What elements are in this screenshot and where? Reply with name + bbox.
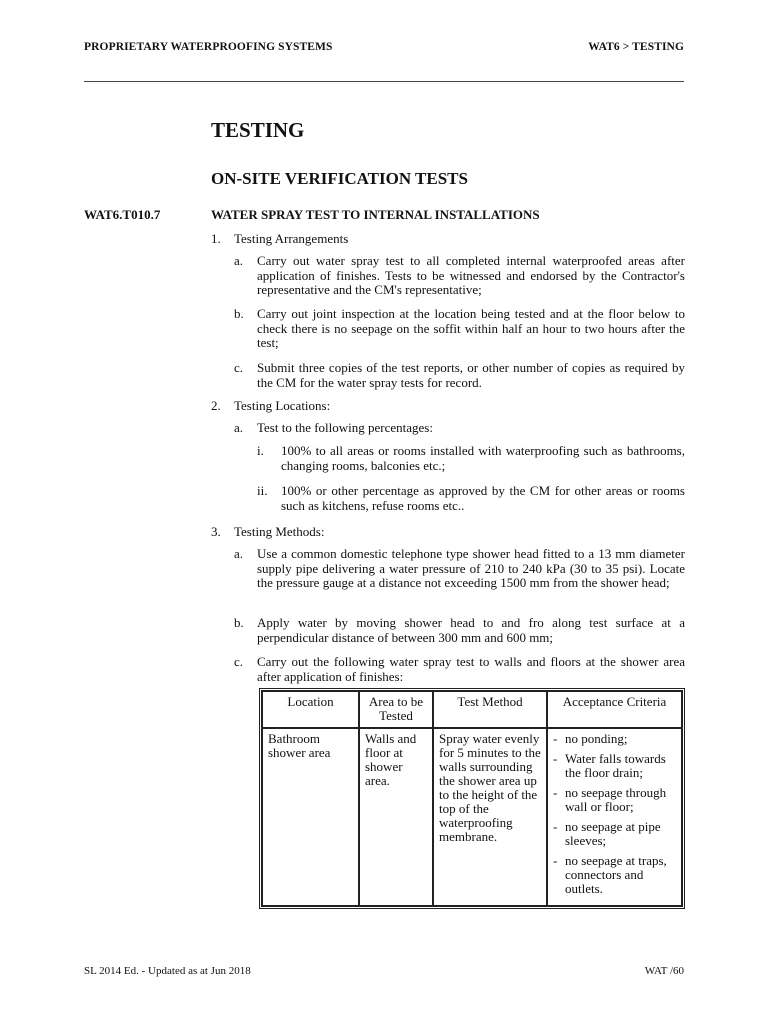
running-header-title: PROPRIETARY WATERPROOFING SYSTEMS [84,41,333,53]
criteria-text: no seepage through wall or floor; [565,785,667,814]
item-letter: a. [234,546,244,561]
list-item [234,655,685,684]
section-title: Testing Methods: [234,524,325,539]
section-1-heading [211,232,348,247]
item-text: Apply water by moving shower head to and fro along test surface at a perpendicular distance of between 300 mm and 600 mm; [257,615,685,645]
acceptance-criteria-cell [547,728,682,906]
area-cell: Walls and floor at shower area. [359,728,433,906]
column-header: Test Method [433,691,547,728]
water-spray-test-table [259,688,685,909]
section-number: 2. [211,398,221,413]
item-letter: c. [234,360,244,375]
column-header: Area to be Tested [359,691,433,728]
item-text: 100% or other percentage as approved by the CM for other areas or rooms such as kitchens, refuse rooms etc.. [281,483,685,513]
item-text: 100% to all areas or rooms installed with waterproofing such as bathrooms, changing rooms, balconies etc.; [281,443,685,473]
location-cell: Bathroom shower area [262,728,359,906]
section-title: Testing Locations: [234,398,331,413]
clause-code: WAT6.T010.7 [84,207,161,222]
item-text: Submit three copies of the test reports, or other number of copies as required by the CM for the water spray tests for record. [257,360,685,390]
criteria-item: - no ponding; [553,731,628,746]
item-numeral: i. [257,443,264,458]
table-header-row [262,691,682,728]
clause-title: WATER SPRAY TEST TO INTERNAL INSTALLATIONS [211,207,540,222]
section-number: 3. [211,524,221,539]
section-3-heading [211,525,324,540]
footer-edition: SL 2014 Ed. - Updated as at Jun 2018 [84,965,251,977]
table-row [262,728,682,906]
criteria-text: no seepage at traps, connectors and outlets. [565,853,667,896]
column-header: Acceptance Criteria [547,691,682,728]
item-letter: b. [234,615,244,630]
item-letter: b. [234,306,244,321]
list-item [234,254,685,298]
header-divider [84,81,684,82]
item-numeral: ii. [257,483,268,498]
criteria-text: no ponding; [565,731,628,746]
list-item [234,547,685,591]
section-title: Testing Arrangements [234,231,349,246]
criteria-item: - no seepage at traps, connectors and outlets. [553,854,676,896]
sub-list-item [257,484,685,513]
list-item [234,361,685,390]
item-text: Test to the following percentages: [257,420,433,435]
section-number: 1. [211,231,221,246]
criteria-text: Water falls towards the floor drain; [565,751,666,780]
item-letter: c. [234,654,244,669]
page-subtitle: ON-SITE VERIFICATION TESTS [211,169,468,188]
page-title: TESTING [211,118,305,142]
test-method-cell: Spray water evenly for 5 minutes to the walls surrounding the shower area up to the height of the top of the waterproofing membrane. [433,728,547,906]
criteria-item: - Water falls towards the floor drain; [553,752,676,780]
item-letter: a. [234,253,244,268]
running-header-section: WAT6 > TESTING [588,41,684,53]
section-2-heading [211,399,330,414]
criteria-item: - no seepage through wall or floor; [553,786,676,814]
item-letter: a. [234,420,244,435]
item-text: Carry out the following water spray test to walls and floors at the shower area after application of finishes: [257,654,685,684]
sub-list-item [257,444,685,473]
footer-page-number: WAT /60 [644,965,684,977]
item-text: Carry out water spray test to all completed internal waterproofed areas after application of finishes. Tests to be witnessed and endorsed by the Contractor's representative and the CM's representative; [257,253,685,297]
criteria-text: no seepage at pipe sleeves; [565,819,661,848]
list-item [234,307,685,351]
column-header: Location [262,691,359,728]
item-text: Carry out joint inspection at the location being tested and at the floor below to check there is no seepage on the soffit within half an hour to two hours after the test; [257,306,685,350]
criteria-item: - no seepage at pipe sleeves; [553,820,676,848]
item-text: Use a common domestic telephone type shower head fitted to a 13 mm diameter supply pipe delivering a water pressure of 210 to 240 kPa (30 to 35 psi). Locate the pressure gauge at a distance not exceeding 1500 mm from the shower head; [257,546,685,590]
list-item [234,616,685,645]
list-item [234,421,685,436]
